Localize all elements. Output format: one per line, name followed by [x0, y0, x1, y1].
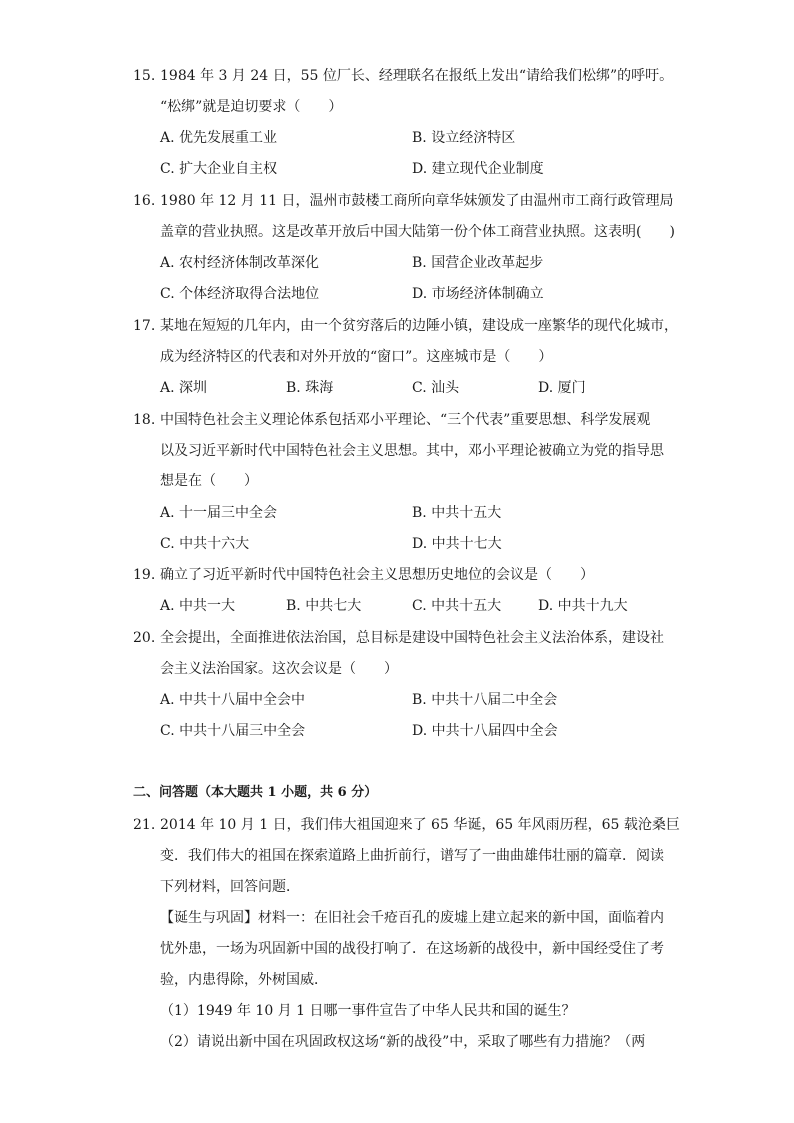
- question-text: 盖章的营业执照。这是改革开放后中国大陆第一份个体工商营业执照。这表明( ): [160, 224, 675, 240]
- question-text: 1980 年 12 月 11 日，温州市鼓楼工商所向章华妹颁发了由温州市工商行政管理局: [160, 193, 674, 209]
- option-c[interactable]: C. 中共十五大: [412, 598, 502, 614]
- option-a[interactable]: A. 中共十八届中全会中: [160, 692, 306, 708]
- question-text: 确立了习近平新时代中国特色社会主义思想历史地位的会议是（ ）: [160, 567, 594, 583]
- option-a[interactable]: A. 农村经济体制改革深化: [160, 255, 320, 271]
- option-d[interactable]: D. 厦门: [538, 380, 586, 396]
- question-text: “松绑”就是迫切要求（ ）: [160, 99, 343, 115]
- question-text: 想是在（ ）: [160, 473, 258, 489]
- question-number: 21.: [133, 817, 156, 833]
- question-text: 1984 年 3 月 24 日，55 位厂长、经理联名在报纸上发出“请给我们松绑”的呼吁。: [160, 68, 674, 84]
- option-b[interactable]: B. 设立经济特区: [412, 130, 516, 146]
- option-d[interactable]: D. 建立现代企业制度: [412, 161, 544, 177]
- option-b[interactable]: B. 中共七大: [286, 598, 362, 614]
- question-text: 某地在短短的几年内，由一个贫穷落后的边陲小镇，建设成一座繁华的现代化城市，: [160, 318, 678, 334]
- option-c[interactable]: C. 个体经济取得合法地位: [160, 286, 320, 302]
- question-number: 20.: [133, 630, 156, 646]
- option-b[interactable]: B. 国营企业改革起步: [412, 255, 544, 271]
- option-b[interactable]: B. 中共十八届二中全会: [412, 692, 558, 708]
- question-text: 成为经济特区的代表和对外开放的“窗口”。这座城市是（ ）: [160, 349, 553, 365]
- question-text: 下列材料，回答问题．: [160, 879, 300, 895]
- material-text: 验，内患得除，外树国威．: [160, 972, 328, 988]
- question-number: 17.: [133, 318, 156, 334]
- option-b[interactable]: B. 中共十五大: [412, 505, 502, 521]
- question-number: 16.: [133, 193, 156, 209]
- sub-question-2: （2）请说出新中国在巩固政权这场“新的战役”中，采取了哪些有力措施？（两: [160, 1034, 646, 1050]
- option-a[interactable]: A. 深圳: [160, 380, 208, 396]
- question-text: 2014 年 10 月 1 日，我们伟大祖国迎来了 65 华诞，65 年风雨历程，65 载沧桑巨: [160, 817, 680, 833]
- option-c[interactable]: C. 中共十六大: [160, 536, 250, 552]
- sub-question-1: （1）1949 年 10 月 1 日哪一事件宣告了中华人民共和国的诞生？: [160, 1003, 576, 1019]
- option-c[interactable]: C. 汕头: [412, 380, 460, 396]
- option-c[interactable]: C. 中共十八届三中全会: [160, 723, 306, 739]
- option-a[interactable]: A. 优先发展重工业: [160, 130, 278, 146]
- option-d[interactable]: D. 市场经济体制确立: [412, 286, 544, 302]
- question-text: 中国特色社会主义理论体系包括邓小平理论、“三个代表”重要思想、科学发展观: [160, 412, 651, 428]
- option-d[interactable]: D. 中共十九大: [538, 598, 628, 614]
- question-text: 以及习近平新时代中国特色社会主义思想。其中，邓小平理论被确立为党的指导思: [160, 443, 664, 459]
- question-number: 18.: [133, 412, 156, 428]
- option-b[interactable]: B. 珠海: [286, 380, 334, 396]
- question-text: 全会提出，全面推进依法治国，总目标是建设中国特色社会主义法治体系，建设社: [160, 630, 664, 646]
- material-text: 【诞生与巩固】材料一：在旧社会千疮百孔的废墟上建立起来的新中国，面临着内: [160, 910, 664, 926]
- material-text: 忧外患，一场为巩固新中国的战役打响了．在这场新的战役中，新中国经受住了考: [160, 941, 664, 957]
- option-d[interactable]: D. 中共十七大: [412, 536, 502, 552]
- question-text: 变．我们伟大的祖国在探索道路上曲折前行，谱写了一曲曲雄伟壮丽的篇章．阅读: [160, 848, 664, 864]
- option-d[interactable]: D. 中共十八届四中全会: [412, 723, 558, 739]
- option-c[interactable]: C. 扩大企业自主权: [160, 161, 278, 177]
- question-number: 19.: [133, 567, 156, 583]
- question-text: 会主义法治国家。这次会议是（ ）: [160, 661, 398, 677]
- section-title: 二、问答题（本大题共 1 小题，共 6 分）: [133, 785, 378, 800]
- question-number: 15.: [133, 68, 156, 84]
- option-a[interactable]: A. 中共一大: [160, 598, 236, 614]
- option-a[interactable]: A. 十一届三中全会: [160, 505, 278, 521]
